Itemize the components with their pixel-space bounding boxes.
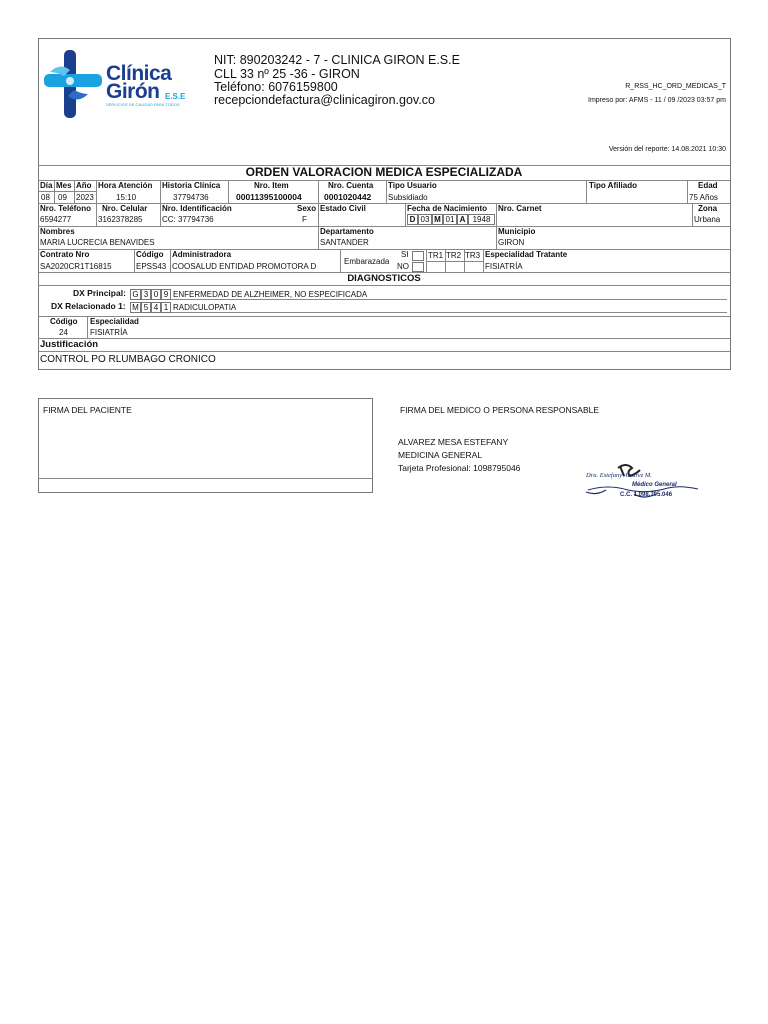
clinic-address: CLL 33 nº 25 -36 - GIRON <box>214 67 360 81</box>
signature-line-3: C.C. 1.098.795.046 <box>620 492 673 498</box>
hora-value: 15:10 <box>116 193 137 202</box>
signature-line-1: Dra. Estefany Alvarez M. <box>586 472 652 479</box>
nac-a-label: A <box>457 214 468 225</box>
esp-especialidad-value: FISIATRÍA <box>90 328 128 337</box>
mes-label: Mes <box>56 181 72 190</box>
report-version: Versión del reporte: 14.08.2021 10:30 <box>608 146 726 153</box>
contrato-value: SA2020CR1T16815 <box>40 262 112 271</box>
dia-value: 08 <box>41 193 50 202</box>
nombres-label: Nombres <box>40 227 75 236</box>
item-value: 00011395100004 <box>236 192 302 202</box>
logo-suffix: E.S.E <box>165 92 186 101</box>
tipo-usuario-value: Subsidiado <box>388 193 428 202</box>
anio-label: Año <box>76 181 92 190</box>
administradora-value: COOSALUD ENTIDAD PROMOTORA D <box>172 262 317 271</box>
dx-principal-code-char: G <box>130 289 141 300</box>
sexo-label: Sexo <box>297 204 317 213</box>
logo-tagline: SERVICIOS DE CALIDAD PARA TODOS <box>106 102 180 107</box>
sexo-value: F <box>302 215 307 224</box>
clinic-logo <box>42 48 192 120</box>
embarazada-si-checkbox[interactable] <box>412 251 424 261</box>
zona-value: Urbana <box>694 215 721 224</box>
edad-value: 75 Años <box>689 193 718 202</box>
printed-by: Impreso por: AFMS - 11 / 09 /2023 03:57 pm <box>588 97 726 104</box>
dx-principal-code-char: 0 <box>151 289 161 300</box>
medico-nombre: ALVAREZ MESA ESTEFANY <box>398 437 509 447</box>
codigo-value: EPSS43 <box>136 262 167 271</box>
carnet-label: Nro. Carnet <box>498 204 542 213</box>
clinic-email: recepciondefactura@clinicagiron.gov.co <box>214 93 435 107</box>
dx-relacionado-code-char: 1 <box>161 302 171 313</box>
nac-a-value: 1948 <box>468 214 495 225</box>
codigo-label: Código <box>136 250 164 259</box>
logo-name: Clínica <box>106 62 172 85</box>
firma-medico-label: FIRMA DEL MEDICO O PERSONA RESPONSABLE <box>400 405 600 415</box>
identificacion-label: Nro. Identificación <box>162 204 232 213</box>
tipo-usuario-label: Tipo Usuario <box>388 181 437 190</box>
dx-relacionado-code-char: 5 <box>141 302 151 313</box>
signature-line-2: Médico General <box>632 482 677 488</box>
municipio-label: Municipio <box>498 227 536 236</box>
tr3-label: TR3 <box>465 251 481 260</box>
clinic-phone: Teléfono: 6076159800 <box>214 80 338 94</box>
esp-especialidad-label: Especialidad <box>90 317 139 326</box>
form-title: ORDEN VALORACION MEDICA ESPECIALIZADA <box>245 165 523 179</box>
mes-value: 09 <box>58 193 67 202</box>
dx-relacionado-label: DX Relacionado 1: <box>51 301 126 311</box>
telefono-label: Nro. Teléfono <box>40 204 91 213</box>
medico-tarjeta: Tarjeta Profesional: 1098795046 <box>398 463 521 473</box>
especialidad-tratante-value: FISIATRÍA <box>485 262 523 271</box>
cross-hands-icon <box>42 48 108 120</box>
identificacion-value: CC: 37794736 <box>162 215 214 224</box>
tr2-label: TR2 <box>446 251 462 260</box>
embarazada-si-label: SI <box>401 250 409 259</box>
municipio-value: GIRON <box>498 238 525 247</box>
firma-paciente-label: FIRMA DEL PACIENTE <box>43 405 132 415</box>
administradora-label: Administradora <box>172 250 232 259</box>
esp-codigo-label: Código <box>50 317 78 326</box>
diagnosticos-title: DIAGNOSTICOS <box>347 273 421 284</box>
zona-label: Zona <box>698 204 718 213</box>
esp-codigo-value: 24 <box>59 328 68 337</box>
embarazada-no-label: NO <box>397 262 409 271</box>
nac-m-value: 01 <box>443 214 457 225</box>
tr1-label: TR1 <box>428 251 444 260</box>
dx-principal-code-char: 9 <box>161 289 171 300</box>
nac-d-label: D <box>407 214 418 225</box>
justificacion-text: CONTROL PO RLUMBAGO CRONICO <box>40 354 216 365</box>
nac-m-label: M <box>432 214 443 225</box>
telefono-value: 6594277 <box>40 215 72 224</box>
departamento-value: SANTANDER <box>320 238 369 247</box>
estado-civil-label: Estado Civil <box>320 204 366 213</box>
logo-name-2: Girón <box>106 80 160 103</box>
clinic-nit: NIT: 890203242 - 7 - CLINICA GIRON E.S.E <box>214 53 460 67</box>
historia-label: Historia Clínica <box>162 181 221 190</box>
medico-signature-stamp <box>584 462 702 504</box>
embarazada-label: Embarazada <box>344 257 390 266</box>
dx-relacionado-code-char: M <box>130 302 141 313</box>
nombres-value: MARIA LUCRECIA BENAVIDES <box>40 238 155 247</box>
dia-label: Día <box>40 181 53 190</box>
departamento-label: Departamento <box>320 227 374 236</box>
embarazada-no-checkbox[interactable] <box>412 262 424 272</box>
historia-value: 37794736 <box>173 193 209 202</box>
nac-d-value: 03 <box>418 214 432 225</box>
cuenta-value: 0001020442 <box>324 192 372 202</box>
celular-label: Nro. Celular <box>102 204 148 213</box>
especialidad-tratante-label: Especialidad Tratante <box>485 250 568 259</box>
cuenta-label: Nro. Cuenta <box>328 181 374 190</box>
dx-relacionado-code-char: 4 <box>151 302 161 313</box>
hora-label: Hora Atención <box>98 181 153 190</box>
tipo-afiliado-label: Tipo Afiliado <box>589 181 637 190</box>
justificacion-label: Justificación <box>40 339 99 350</box>
anio-value: 2023 <box>76 193 94 202</box>
medico-cargo: MEDICINA GENERAL <box>398 450 483 460</box>
contrato-label: Contrato Nro <box>40 250 90 259</box>
edad-label: Edad <box>698 181 718 190</box>
item-label: Nro. Item <box>254 181 289 190</box>
dx-principal-code-char: 3 <box>141 289 151 300</box>
celular-value: 3162378285 <box>98 215 143 224</box>
dx-principal-desc: ENFERMEDAD DE ALZHEIMER, NO ESPECIFICADA <box>173 290 368 299</box>
nacimiento-label: Fecha de Nacimiento <box>407 204 488 213</box>
dx-relacionado-desc: RADICULOPATIA <box>173 303 237 312</box>
report-code: R_RSS_HC_ORD_MEDICAS_T <box>625 83 726 90</box>
dx-principal-label: DX Principal: <box>73 288 126 298</box>
